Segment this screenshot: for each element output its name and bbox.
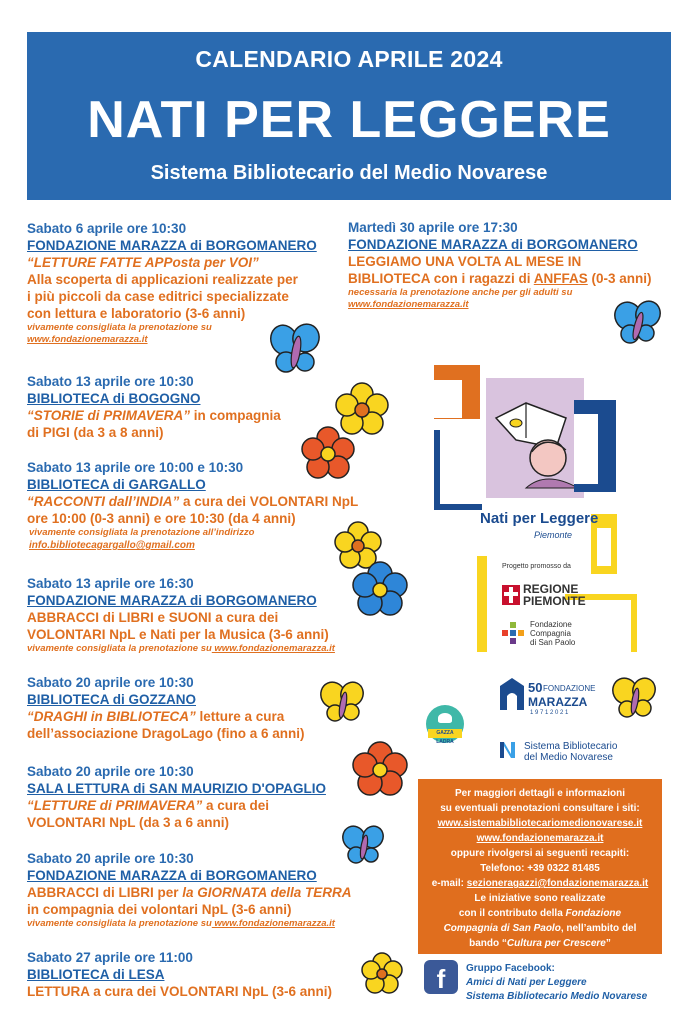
event-apr13-marazza	[27, 575, 335, 655]
event-date: Sabato 27 aprile ore 11:00	[27, 950, 193, 965]
facebook-icon[interactable]: f	[424, 960, 458, 994]
event-desc-2: dell’associazione DragoLago (fino a 6 anni)	[27, 726, 305, 741]
event-location[interactable]: FONDAZIONE MARAZZA di BORGOMANERO	[27, 238, 317, 253]
marazza-line1: FONDAZIONE	[543, 684, 596, 693]
info-email-label: e-mail:	[431, 878, 467, 889]
event-desc-2c: (0-3 anni)	[587, 271, 652, 286]
info-line5a: con il contributo della	[458, 908, 566, 919]
flower-icon	[350, 740, 410, 800]
butterfly-icon	[610, 676, 660, 724]
gazza-ladra-logo-icon	[426, 705, 464, 743]
deco-yellow-bar	[477, 556, 487, 652]
promo-label: Progetto promosso da	[502, 563, 571, 570]
butterfly-icon	[340, 824, 388, 870]
deco-white-cut	[597, 528, 611, 566]
event-desc-2: i più piccoli da case editrici specializzate	[27, 289, 289, 304]
info-box	[418, 779, 662, 954]
event-apr20-marazza	[27, 850, 352, 930]
event-title: “LETTURE di PRIMAVERA”	[27, 798, 203, 813]
event-desc-2: di PIGI (da 3 a 8 anni)	[27, 425, 164, 440]
csp-line2: Compagnia	[530, 629, 571, 638]
info-line1: Per maggiori dettagli e informazioni	[454, 788, 626, 799]
info-line2: su eventuali prenotazioni consultare i siti:	[440, 803, 640, 814]
regione-piemonte-emblem-icon	[502, 585, 520, 605]
info-url2-link[interactable]: www.fondazionemarazza.it	[476, 833, 604, 844]
event-apr27-lesa	[27, 949, 332, 1000]
event-date: Sabato 13 aprile ore 10:30	[27, 374, 194, 389]
event-desc-1: in compagnia	[190, 408, 281, 423]
event-url-link[interactable]: www.fondazionemarazza.it	[211, 643, 335, 654]
event-desc-1: LEGGIAMO UNA VOLTA AL MESE IN	[348, 254, 582, 269]
event-desc-1: letture a cura	[195, 709, 285, 724]
compagnia-san-paolo-logo-icon	[502, 622, 524, 644]
facebook-label: Gruppo Facebook:	[466, 963, 555, 974]
gazza-ladra-label: GAZZA LADRA	[428, 729, 462, 738]
event-title: “RACCONTI dall’INDIA”	[27, 494, 180, 509]
event-desc-1: ABBRACCI di LIBRI e SUONI a cura dei	[27, 610, 279, 625]
event-date: Martedì 30 aprile ore 17:30	[348, 220, 518, 235]
event-email-link[interactable]: info.bibliotecagargallo@gmail.com	[29, 540, 195, 551]
npl-illustration	[486, 378, 584, 498]
event-desc-1: a cura dei	[202, 798, 270, 813]
event-desc-2: VOLONTARI NpL e Nati per la Musica (3-6 anni)	[27, 627, 329, 642]
event-location[interactable]: FONDAZIONE MARAZZA di BORGOMANERO	[348, 237, 638, 252]
event-desc-2a: BIBLIOTECA con i ragazzi di	[348, 271, 534, 286]
flower-cluster-icon	[330, 520, 415, 630]
event-location[interactable]: BIBLIOTECA di BOGOGNO	[27, 391, 201, 406]
event-title: “STORIE di PRIMAVERA”	[27, 408, 191, 423]
event-url-link[interactable]: www.fondazionemarazza.it	[211, 918, 335, 929]
event-note: necessaria la prenotazione anche per gli adulti su	[348, 287, 573, 298]
event-apr30-marazza	[348, 219, 652, 311]
event-url-link[interactable]: www.fondazionemarazza.it	[27, 334, 148, 345]
event-location[interactable]: FONDAZIONE MARAZZA di BORGOMANERO	[27, 868, 317, 883]
facebook-group-name-link[interactable]: Amici di Nati per Leggere	[466, 977, 587, 988]
deco-white-cut	[434, 380, 462, 418]
info-line7a: bando “	[469, 938, 507, 949]
event-apr20-gozzano	[27, 674, 305, 742]
event-date: Sabato 20 aprile ore 10:30	[27, 851, 194, 866]
info-line7b: Cultura per Crescere	[506, 938, 606, 949]
marazza-anniversary: 50	[528, 680, 543, 695]
butterfly-icon	[612, 300, 664, 348]
event-desc-1: Alla scoperta di applicazioni realizzate per	[27, 272, 298, 287]
marazza-years: 1 9 7 1 2 0 2 1	[530, 710, 569, 716]
marazza-building-icon	[498, 676, 526, 712]
event-location[interactable]: SALA LETTURA di SAN MAURIZIO D'OPAGLIO	[27, 781, 326, 796]
event-desc-2: in compagnia dei volontari NpL (3-6 anni)	[27, 902, 292, 917]
event-title: “DRAGHI in BIBLIOTECA”	[27, 709, 196, 724]
page-title: NATI PER LEGGERE	[87, 91, 611, 149]
sbmn-line1: Sistema Bibliotecario	[524, 741, 618, 752]
sbmn-line2: del Medio Novarese	[524, 752, 613, 763]
header-banner	[27, 32, 671, 200]
csp-line3: di San Paolo	[530, 638, 576, 647]
facebook-group	[466, 962, 647, 1004]
sbmn-logo-icon	[499, 740, 519, 760]
event-desc-1: a cura dei VOLONTARI NpL	[179, 494, 359, 509]
event-apr20-opaglio	[27, 763, 326, 831]
event-desc-1: LETTURA a cura dei VOLONTARI NpL (3-6 anni)	[27, 984, 333, 999]
event-title: la GIORNATA della TERRA	[182, 885, 352, 900]
event-desc-2b: ANFFAS	[533, 271, 588, 286]
event-desc-1a: ABBRACCI di LIBRI per	[27, 885, 183, 900]
event-desc-2: ore 10:00 (0-3 anni) e ore 10:30 (da 4 anni)	[27, 511, 296, 526]
deco-navy-frame	[434, 430, 482, 510]
info-email-link[interactable]: sezioneragazzi@fondazionemarazza.it	[466, 878, 649, 889]
child-reading-icon	[486, 378, 584, 498]
calendar-heading: CALENDARIO APRILE 2024	[195, 46, 503, 72]
regione-logo-line1: REGIONE	[523, 582, 579, 596]
event-note: vivamente consigliata la prenotazione su	[27, 322, 212, 333]
event-desc-2: VOLONTARI NpL (da 3 a 6 anni)	[27, 815, 230, 830]
event-date: Sabato 13 aprile ore 16:30	[27, 576, 194, 591]
npl-logo-title: Nati per Leggere	[480, 510, 599, 527]
butterfly-icon	[318, 680, 368, 728]
info-line4: Le iniziative sono realizzate	[474, 893, 606, 904]
facebook-group-org: Sistema Bibliotecario Medio Novarese	[466, 991, 648, 1002]
event-desc-3: con lettura e laboratorio (3-6 anni)	[27, 306, 246, 321]
event-date: Sabato 6 aprile ore 10:30	[27, 221, 187, 236]
event-date: Sabato 20 aprile ore 10:30	[27, 764, 194, 779]
info-line3: oppure rivolgersi ai seguenti recapiti:	[450, 848, 630, 859]
csp-line1: Fondazione	[530, 620, 572, 629]
event-location[interactable]: BIBLIOTECA di LESA	[27, 967, 165, 982]
regione-logo-line2: PIEMONTE	[523, 594, 586, 608]
event-title: “LETTURE FATTE APPosta per VOI”	[27, 255, 259, 270]
marazza-line2: MARAZZA	[528, 695, 588, 709]
event-date: Sabato 20 aprile ore 10:30	[27, 675, 194, 690]
deco-white-cut	[574, 414, 598, 484]
event-note: vivamente consigliata la prenotazione all’indirizzo	[29, 527, 255, 538]
event-location[interactable]: BIBLIOTECA di GARGALLO	[27, 477, 206, 492]
event-apr13-bogogno	[27, 373, 281, 441]
info-phone: Telefono: +39 0322 81485	[480, 863, 600, 874]
page-subtitle: Sistema Bibliotecario del Medio Novarese	[150, 162, 548, 184]
info-line5b: Fondazione	[565, 908, 622, 919]
flower-cluster-icon	[296, 378, 406, 488]
info-line7c: ”	[605, 938, 611, 949]
flower-icon	[360, 952, 404, 996]
event-note: vivamente consigliata la prenotazione su	[27, 643, 212, 654]
info-url1-link[interactable]: www.sistemabibliotecariomedionovarese.it	[437, 818, 643, 829]
info-line6a: Compagnia di San Paolo	[443, 923, 561, 934]
info-line6b: , nell’ambito del	[560, 923, 637, 934]
event-url-link[interactable]: www.fondazionemarazza.it	[348, 299, 469, 310]
event-location[interactable]: FONDAZIONE MARAZZA di BORGOMANERO	[27, 593, 317, 608]
event-note: vivamente consigliata la prenotazione su	[27, 918, 212, 929]
butterfly-icon	[268, 322, 324, 382]
event-date: Sabato 13 aprile ore 10:00 e 10:30	[27, 460, 244, 475]
npl-logo-sub: Piemonte	[534, 530, 573, 540]
event-location[interactable]: BIBLIOTECA di GOZZANO	[27, 692, 196, 707]
